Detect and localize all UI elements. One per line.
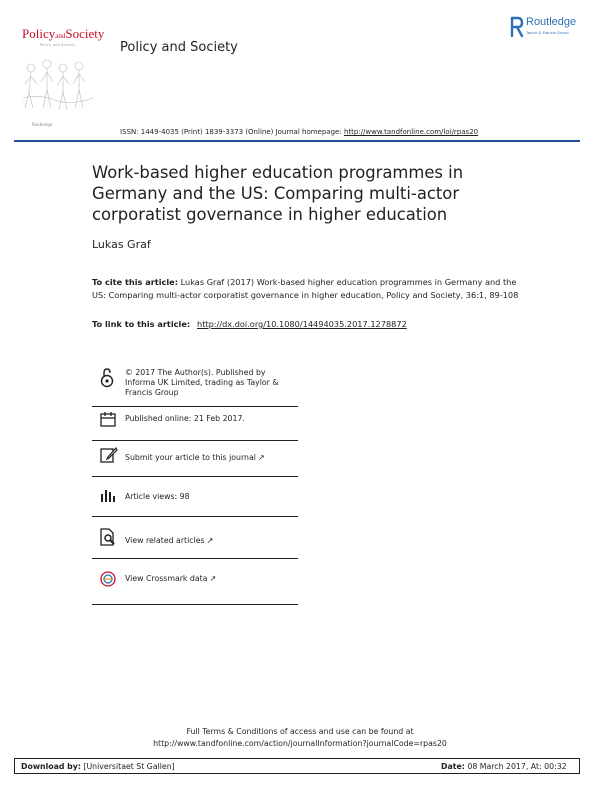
cover-sketch-icon — [19, 54, 99, 120]
published-text: Published online: 21 Feb 2017. — [125, 414, 245, 423]
journal-homepage-link[interactable]: http://www.tandfonline.com/loi/rpas20 — [343, 128, 479, 136]
footer-note — [0, 726, 600, 750]
download-by: Download by: [Universitaet St Gallen] — [21, 762, 175, 771]
header-rule — [14, 140, 580, 142]
cover-tagline: Policy and Society — [40, 43, 76, 47]
publisher-name: Routledge — [526, 16, 577, 28]
calendar-icon — [100, 411, 116, 427]
crossmark-icon — [100, 570, 116, 588]
doi-link[interactable]: http://dx.doi.org/10.1080/14494035.2017.1278872 — [197, 319, 407, 329]
open-access-icon — [100, 368, 114, 388]
publisher-subtitle: Taylor & Francis Group — [526, 30, 569, 35]
download-date: Date: 08 March 2017, At: 00:32 — [441, 762, 567, 771]
views-text: Article views: 98 — [125, 492, 190, 501]
license-text: © 2017 The Author(s). Published by Informa UK Limited, trading as Taylor & Francis Group — [125, 368, 279, 397]
issn-text: ISSN: 1449-4035 (Print) 1839-3373 (Online) Journal homepage: — [120, 128, 344, 136]
citation — [92, 276, 532, 302]
document-search-icon — [100, 528, 116, 546]
publisher-logo — [510, 16, 588, 40]
download-info-bar — [14, 758, 580, 774]
external-link-icon: ↗ — [209, 574, 217, 583]
cover-title: PolicyandSociety — [22, 26, 105, 41]
related-link[interactable]: View related articles ↗ — [125, 536, 214, 545]
related-row[interactable] — [92, 516, 298, 559]
article-title: Work-based higher education programmes in Germany and the US: Comparing multi-actor corporatist governance in higher education — [92, 163, 464, 224]
cover-logos: Routledge — [32, 122, 53, 127]
external-link-icon: ↗ — [257, 453, 265, 462]
footer-terms: Full Terms & Conditions of access and use can be found at — [186, 727, 414, 736]
citation-text: Lukas Graf (2017) Work-based higher education programmes in Germany and the US: Comparing multi-actor corporatist governance in higher education, Policy and Society, 36:1, 89-108 — [92, 277, 519, 300]
submit-link[interactable]: Submit your article to this journal ↗ — [125, 453, 265, 462]
journal-name: Policy and Society — [120, 40, 238, 55]
footer-terms-url[interactable]: http://www.tandfonline.com/action/journalInformation?journalCode=rpas20 — [153, 739, 447, 748]
journal-cover — [14, 14, 104, 132]
article-link — [92, 319, 407, 329]
license-row — [92, 364, 298, 407]
crossmark-link[interactable]: View Crossmark data ↗ — [125, 574, 217, 583]
bar-chart-icon — [100, 488, 116, 502]
issn-line — [120, 128, 478, 136]
edit-icon — [100, 446, 118, 464]
routledge-r-icon — [510, 16, 524, 38]
submit-row[interactable] — [92, 440, 298, 477]
article-author: Lukas Graf — [92, 238, 151, 251]
crossmark-row[interactable] — [92, 558, 298, 605]
published-row — [92, 406, 298, 441]
views-row — [92, 476, 298, 517]
external-link-icon: ↗ — [206, 536, 214, 545]
article-link-label: To link to this article: — [92, 319, 193, 329]
citation-label: To cite this article: — [92, 277, 178, 287]
